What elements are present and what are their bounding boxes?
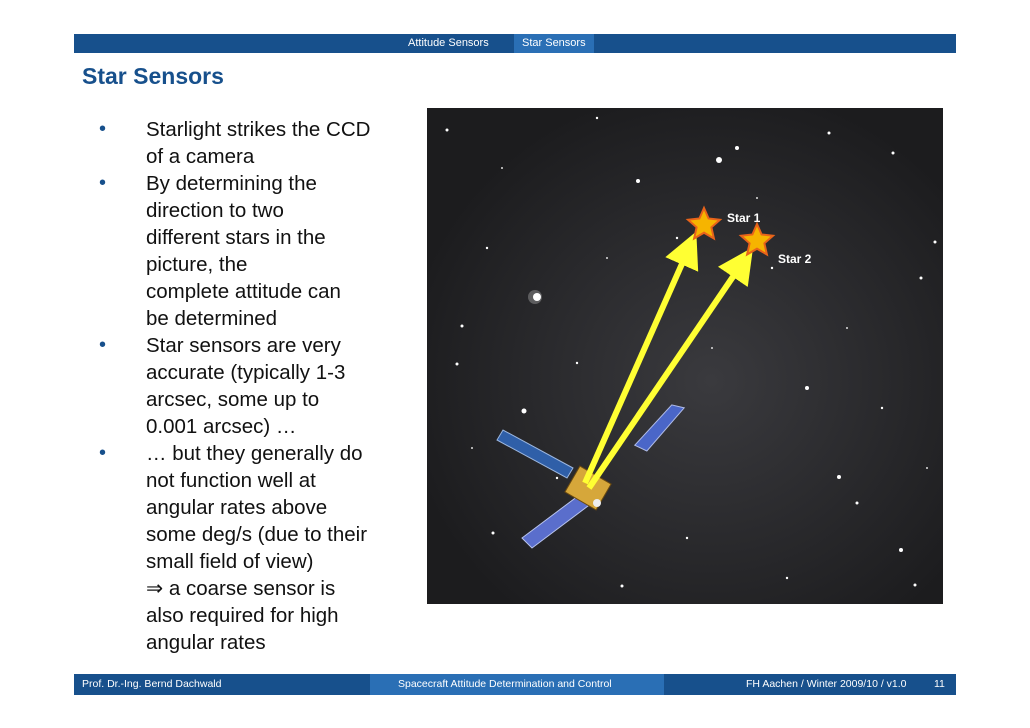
bullet-marker: • — [99, 334, 107, 356]
bullet-item — [96, 116, 406, 170]
bullet-list — [96, 116, 406, 656]
tab-attitude-sensors[interactable]: Attitude Sensors — [408, 37, 489, 49]
slide-title: Star Sensors — [82, 63, 224, 89]
bullet-text: Starlight strikes the CCD of a camera — [146, 118, 371, 168]
footer-author: Prof. Dr.-Ing. Bernd Dachwald — [82, 678, 222, 690]
bullet-item — [96, 170, 406, 332]
bullet-text: By determining the direction to two different stars in the picture, the complete attitude can be determined — [146, 172, 341, 330]
footer-bar — [74, 674, 956, 695]
tab-star-sensors[interactable]: Star Sensors — [514, 34, 594, 53]
bullet-marker: • — [99, 172, 107, 194]
spacecraft-sensor — [593, 499, 601, 507]
top-nav-bar — [74, 34, 956, 53]
bullet-text: Star sensors are very accurate (typically 1-3 arcsec, some up to 0.001 arcsec) … — [146, 334, 346, 438]
page-number: 11 — [934, 678, 945, 690]
star-1-label: Star 1 — [727, 211, 761, 225]
bullet-item — [96, 332, 406, 440]
bullet-text: … but they generally do not function well at angular rates above some deg/s (due to their small field of view) ⇒ a coarse sensor is also required for high angular rates — [146, 442, 368, 654]
footer-meta: FH Aachen / Winter 2009/10 / v1.0 — [746, 678, 907, 690]
bullet-item — [96, 440, 406, 656]
star-2-label: Star 2 — [778, 252, 812, 266]
star-sensor-figure — [427, 108, 943, 604]
star-field-illustration — [427, 108, 943, 604]
bullet-marker: • — [99, 118, 107, 140]
bullet-marker: • — [99, 442, 107, 464]
night-sky-background — [427, 108, 943, 604]
footer-course-title: Spacecraft Attitude Determination and Control — [370, 674, 664, 695]
